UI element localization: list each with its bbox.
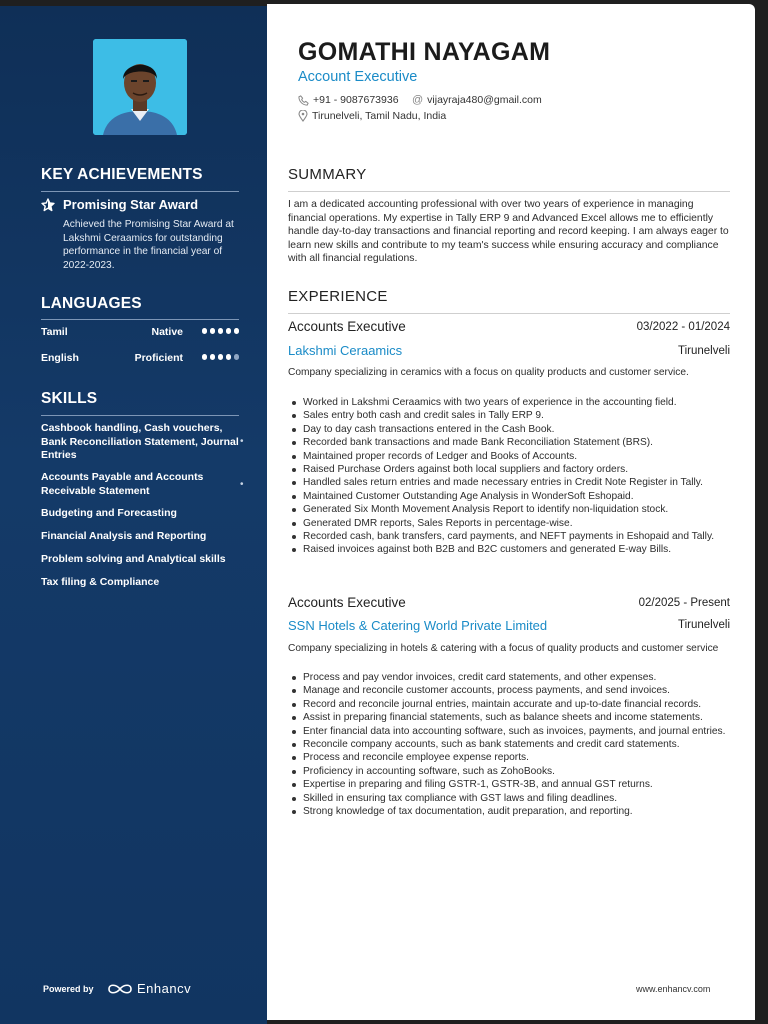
sidebar xyxy=(0,6,267,1024)
job-location: Tirunelveli xyxy=(678,345,730,357)
phone-icon xyxy=(298,95,309,106)
list-item: Proficiency in accounting software, such as ZohoBooks. xyxy=(288,765,730,778)
list-item: Raised Purchase Orders against both local suppliers and factory orders. xyxy=(288,463,730,476)
location-pin-icon xyxy=(298,110,308,122)
list-item: Handled sales return entries and made necessary entries in Credit Note Register in Tally. xyxy=(288,476,730,489)
star-icon xyxy=(41,198,55,212)
email-address[interactable]: vijayraja480@gmail.com xyxy=(427,94,542,106)
skill-item: Budgeting and Forecasting xyxy=(41,507,177,519)
job-title: Accounts Executive xyxy=(288,319,406,334)
achievements-divider xyxy=(41,191,239,192)
company-description: Company specializing in ceramics with a focus on quality products and customer service. xyxy=(288,367,689,378)
brand-name: Enhancv xyxy=(137,981,192,996)
candidate-name: GOMATHI NAYAGAM xyxy=(298,38,551,66)
skill-item: Tax filing & Compliance xyxy=(41,576,160,588)
list-item: Worked in Lakshmi Ceraamics with two years of experience in the accounting field. xyxy=(288,396,730,409)
list-item: Expertise in preparing and filing GSTR-1, GSTR-3B, and annual GST returns. xyxy=(288,778,730,791)
summary-text: I am a dedicated accounting professional with over two years of experience in managing financial operations. My expertise in Tally ERP 9 and Advanced Excel allows me to efficiently handle day-to-day transactions and financial reporting and record keeping. I am always eager to learn new skills and contribute to my team's success while ensuring accuracy and compliance with all financial regulations. xyxy=(288,199,729,264)
powered-by-label: Powered by xyxy=(43,984,94,994)
skill-item: Financial Analysis and Reporting xyxy=(41,530,207,542)
languages-divider xyxy=(41,319,239,320)
summary-heading: SUMMARY xyxy=(288,166,367,183)
skill-item: Problem solving and Analytical skills xyxy=(41,553,226,565)
list-item: Process and reconcile employee expense reports. xyxy=(288,751,730,764)
language-level: Native xyxy=(151,326,183,338)
list-item: Generated Six Month Movement Analysis Report to identify non-liquidation stock. xyxy=(288,503,730,516)
job-title: Accounts Executive xyxy=(288,595,406,610)
skill-item: Cashbook handling, Cash vouchers, Bank Reconciliation Statement, Journal Entries xyxy=(41,422,239,461)
list-item: Recorded cash, bank transfers, card payments, and NEFT payments in Eshopaid and Tally. xyxy=(288,530,730,543)
footer-url[interactable]: www.enhancv.com xyxy=(636,984,711,994)
language-rating xyxy=(202,354,240,360)
summary-divider xyxy=(288,191,730,192)
job-bullets xyxy=(288,396,730,557)
job-dates: 02/2025 - Present xyxy=(638,597,730,609)
list-item: Process and pay vendor invoices, credit card statements, and other expenses. xyxy=(288,671,730,684)
candidate-title: Account Executive xyxy=(298,69,418,85)
job-bullets xyxy=(288,671,730,818)
skills-heading: SKILLS xyxy=(41,390,98,407)
list-item: Sales entry both cash and credit sales in Tally ERP 9. xyxy=(288,409,730,422)
experience-heading: EXPERIENCE xyxy=(288,288,388,305)
email-contact[interactable] xyxy=(412,94,542,106)
list-item: Raised invoices against both B2B and B2C customers and generated E-way Bills. xyxy=(288,543,730,556)
language-rating xyxy=(202,328,240,334)
location-contact xyxy=(298,110,446,122)
list-item: Maintained Customer Outstanding Age Analysis in WonderSoft Eshopaid. xyxy=(288,490,730,503)
list-item: Recorded bank transactions and made Bank Reconciliation Statement (BRS). xyxy=(288,436,730,449)
language-level: Proficient xyxy=(134,352,183,364)
list-item: Day to day cash transactions entered in the Cash Book. xyxy=(288,423,730,436)
achievement-title: Promising Star Award xyxy=(63,197,199,212)
at-icon: @ xyxy=(412,94,424,106)
phone-number: +91 - 9087673936 xyxy=(313,94,399,106)
job-dates: 03/2022 - 01/2024 xyxy=(636,321,730,333)
language-row xyxy=(41,352,239,368)
location-text: Tirunelveli, Tamil Nadu, India xyxy=(312,110,447,122)
job-location: Tirunelveli xyxy=(678,619,730,631)
phone-contact xyxy=(298,94,399,106)
company-name: SSN Hotels & Catering World Private Limited xyxy=(288,618,548,633)
skill-separator: • xyxy=(240,436,244,447)
list-item: Strong knowledge of tax documentation, audit preparation, and reporting. xyxy=(288,805,730,818)
enhancv-logo[interactable] xyxy=(107,981,191,996)
language-name: Tamil xyxy=(41,326,68,338)
list-item: Assist in preparing financial statements, such as balance sheets and income statements. xyxy=(288,711,730,724)
language-row xyxy=(41,326,239,342)
list-item: Manage and reconcile customer accounts, process payments, and send invoices. xyxy=(288,684,730,697)
experience-divider xyxy=(288,313,730,314)
profile-photo xyxy=(93,39,187,135)
skill-item: Accounts Payable and Accounts Receivable Statement xyxy=(41,471,204,497)
list-item: Enter financial data into accounting software, such as invoices, payments, and journal entries. xyxy=(288,725,730,738)
infinity-icon xyxy=(107,982,133,996)
list-item: Maintained proper records of Ledger and Books of Accounts. xyxy=(288,450,730,463)
languages-heading: LANGUAGES xyxy=(41,295,142,312)
company-name: Lakshmi Ceraamics xyxy=(288,343,403,358)
skill-separator: • xyxy=(240,479,244,490)
list-item: Record and reconcile journal entries, maintain accurate and up-to-date financial records. xyxy=(288,698,730,711)
list-item: Generated DMR reports, Sales Reports in percentage-wise. xyxy=(288,517,730,530)
company-description: Company specializing in hotels & catering with a focus of quality products and customer service xyxy=(288,643,719,654)
list-item: Skilled in ensuring tax compliance with GST laws and filing deadlines. xyxy=(288,792,730,805)
achievement-description: Achieved the Promising Star Award at Lakshmi Ceraamics for outstanding performance in the financial year of 2022-2023. xyxy=(63,219,234,271)
achievements-heading: KEY ACHIEVEMENTS xyxy=(41,166,203,183)
list-item: Reconcile company accounts, such as bank statements and credit card statements. xyxy=(288,738,730,751)
skills-divider xyxy=(41,415,239,416)
language-name: English xyxy=(41,352,79,364)
